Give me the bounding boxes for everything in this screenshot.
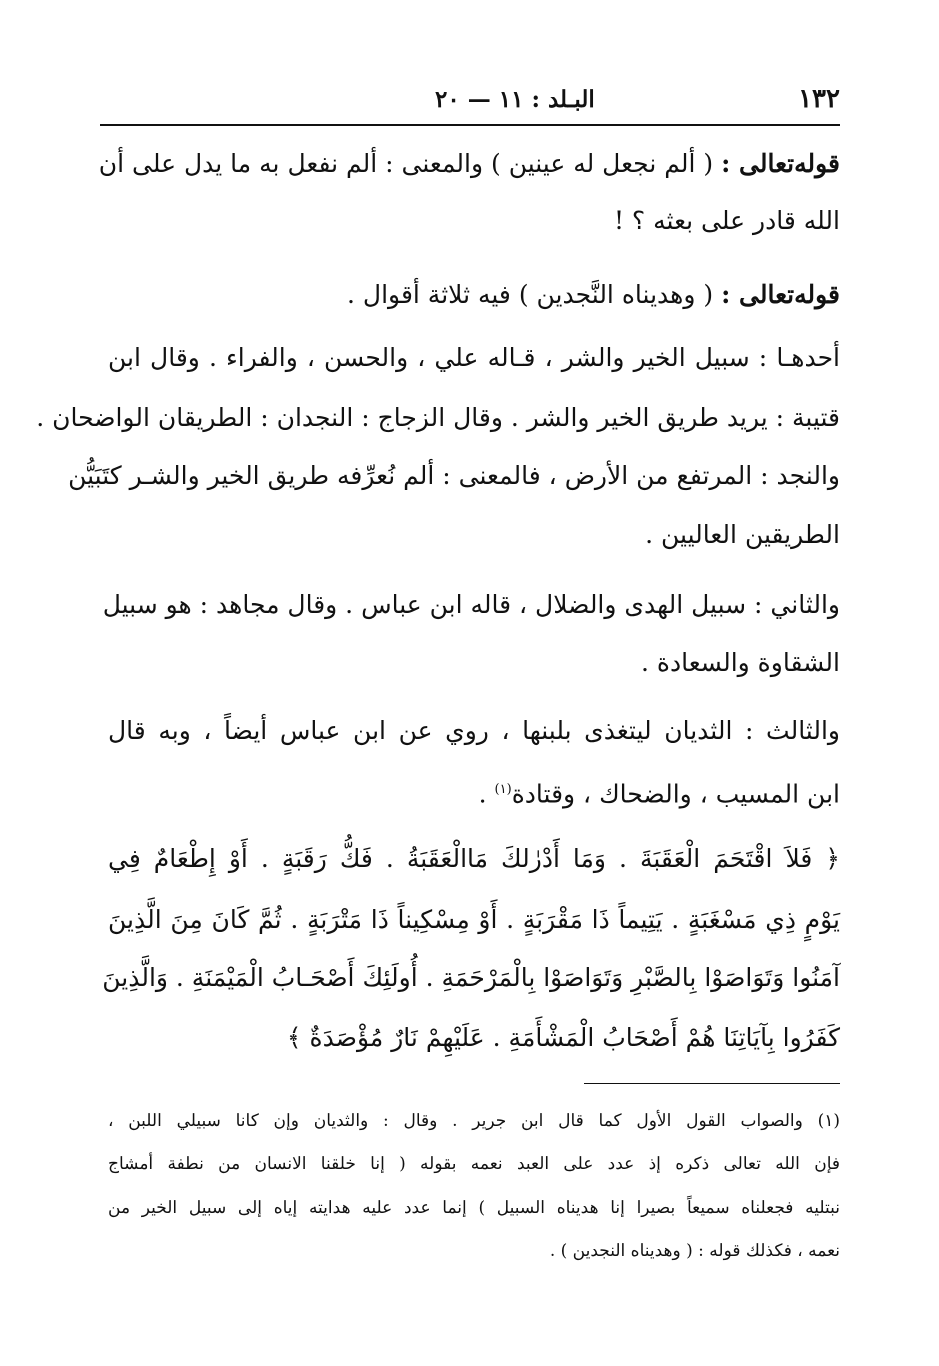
footnote-ref: (١) [494, 782, 512, 797]
page-header [105, 82, 840, 122]
footnote-line-3: نبتليه فجعلناه سميعاً بصيرا إنا هديناه السبيل ) إنما عدد عليه هدايته إياه إلى سبيل الخير من [108, 1198, 840, 1218]
running-head: البـلد : ١١ — ٢٠ [435, 86, 595, 113]
quran-line-3: آمَنُوا وَتَوَاصَوْا بِالصَّبْرِ وَتَوَاصَوْا بِالْمَرْحَمَةِ . أُولَئِكَ أَصْحَـابُ الْمَيْمَنَةِ . وَالَّذِينَ [102, 963, 840, 992]
verse-label: قوله‌تعالى : [721, 149, 840, 178]
footnote-line-2: فإن الله تعالى ذكره إذ عدد على العبد نعمه بقوله ( إنا خلقنا الانسان من نطفة أمشاج [108, 1154, 840, 1174]
body-line-5: قتيبة : يريد طريق الخير والشر . وقال الزجاج : النجدان : الطريقان الواضحان . [36, 403, 840, 432]
quran-line-4: كَفَرُوا بِآيَاتِنَا هُمْ أَصْحَابُ الْمَشْأَمَةِ . عَلَيْهِمْ نَارٌ مُؤْصَدَةٌ ﴾ [286, 1023, 840, 1052]
footnote-line-4: نعمه ، فكذلك قوله : ( وهديناه النجدين ) . [549, 1241, 840, 1261]
body-text: ( ألم نجعل له عينين ) والمعنى : ألم نفعل به ما يدل على أن [98, 149, 714, 178]
body-text-end: . [478, 779, 495, 809]
body-line-6: والنجد : المرتفع من الأرض ، فالمعنى : ألم نُعرِّفه طريق الخير والشـر كتَبَيُّن [68, 461, 840, 490]
body-text: ابن المسيب ، والضحاك ، وقتادة [511, 779, 840, 809]
body-line-4: أحدهـا : سبيل الخير والشر ، قـاله علي ، والحسن ، والفراء . وقال ابن [108, 343, 840, 372]
body-line-7: الطريقين العاليين . [645, 520, 840, 549]
body-line-1 [98, 147, 840, 181]
footnote-rule [584, 1083, 840, 1084]
quran-line-2: يَوْمٍ ذِي مَسْغَبَةٍ . يَتِيماً ذَا مَقْرَبَةٍ . أَوْ مِسْكِيناً ذَا مَتْرَبَةٍ . ثُمَّ كَانَ مِنَ الَّذِينَ [108, 905, 840, 934]
body-line-3 [108, 278, 840, 312]
body-line-10: والثالث : الثديان ليتغذى بلبنها ، روي عن ابن عباس أيضاً ، وبه قال [108, 716, 840, 745]
page-number: ١٣٢ [798, 84, 840, 114]
verse-label: قوله‌تعالى : [721, 280, 840, 309]
footnote-line-1: (١) والصواب القول الأول كما قال ابن جرير . وقال : والثديان وإن كانا سبيلي اللبن ، [108, 1111, 840, 1131]
body-line-2: الله قادر على بعثه ؟ ! [613, 206, 840, 235]
header-rule [100, 124, 840, 126]
body-line-11 [108, 773, 840, 811]
quran-line-1: ﴿ فَلاَ اقْتَحَمَ الْعَقَبَةَ . وَمَا أَدْرٰلكَ مَاالْعَقَبَةُ . فَكُّ رَقَبَةٍ . أَوْ إِطْعَامٌ فِي [108, 844, 840, 873]
body-line-8: والثاني : سبيل الهدى والضلال ، قاله ابن عباس . وقال مجاهد : هو سبيل [102, 590, 840, 619]
body-text: ( وهديناه النَّجدين ) فيه ثلاثة أقوال . [347, 280, 714, 309]
body-line-9: الشقاوة والسعادة . [641, 648, 840, 677]
